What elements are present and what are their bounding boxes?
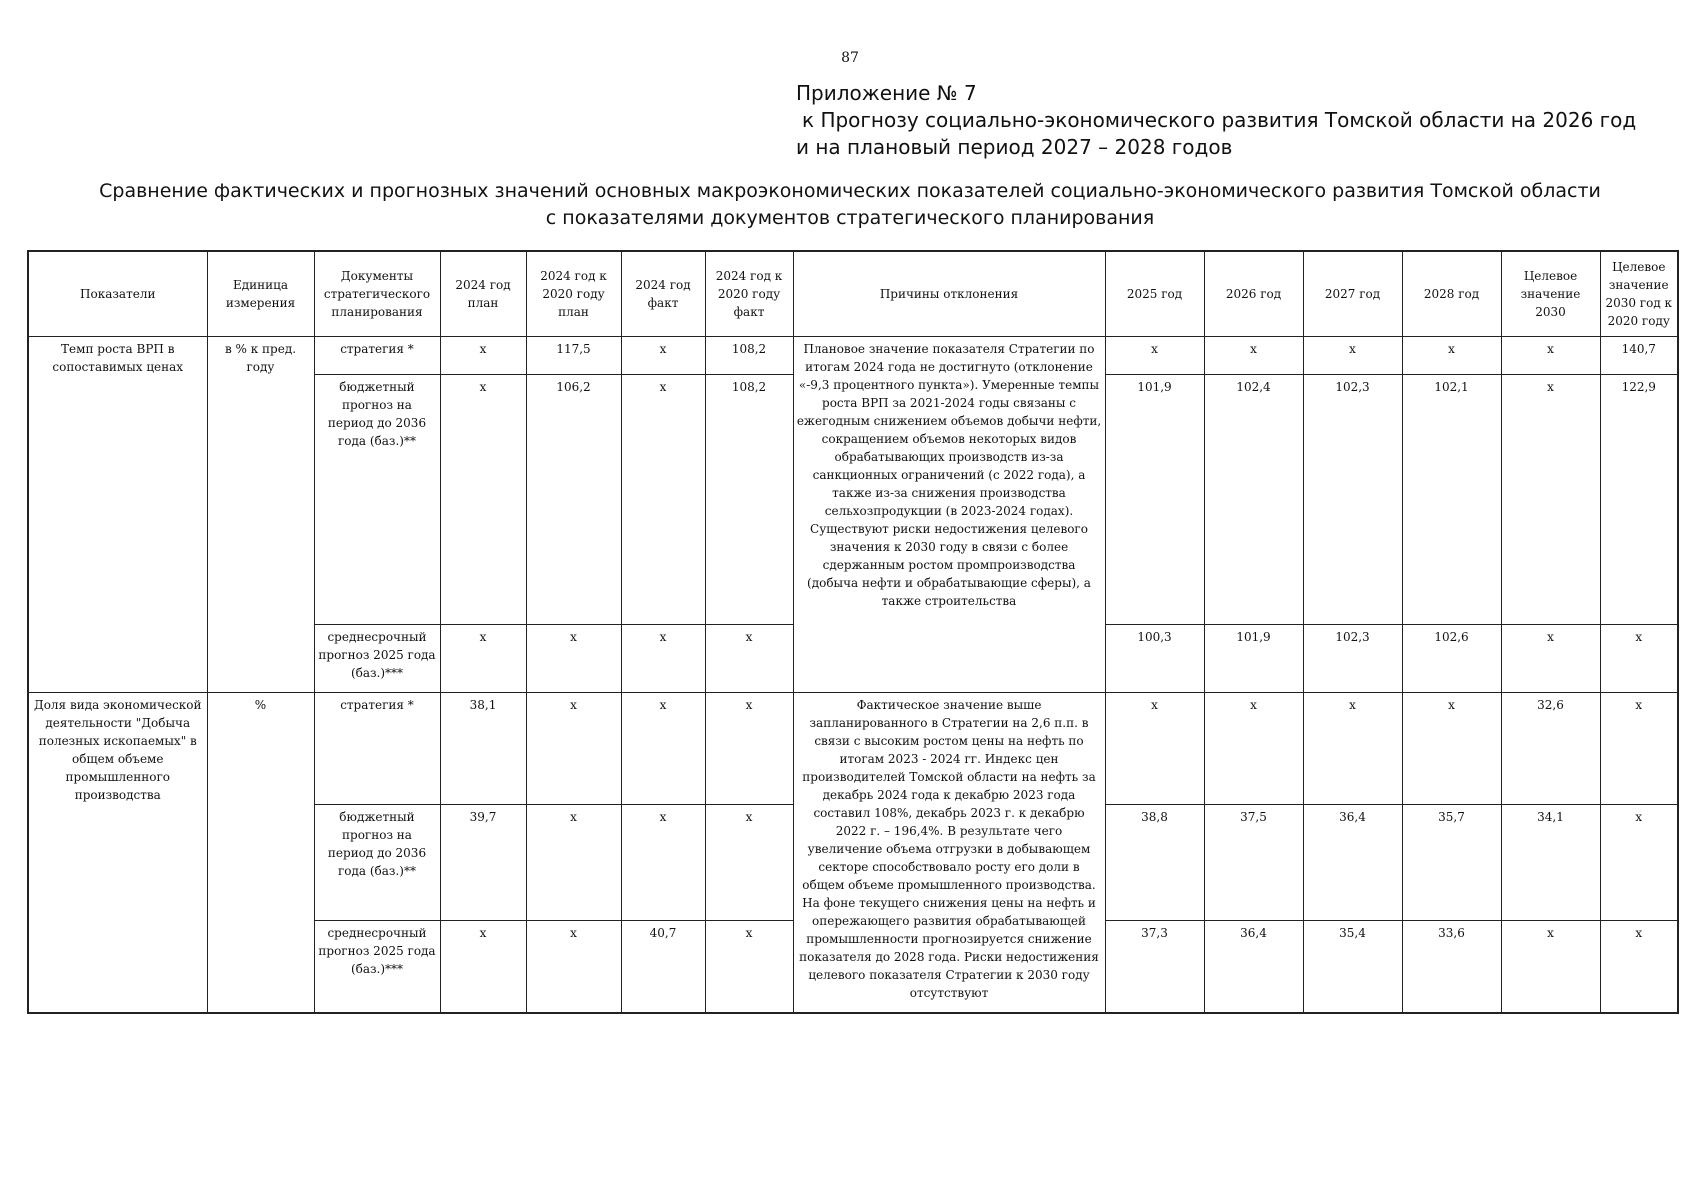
value-cell: х <box>1600 805 1678 921</box>
appendix-header <box>796 80 1637 161</box>
value-cell: 108,2 <box>705 375 793 625</box>
value-cell: х <box>621 805 705 921</box>
header-2026: 2026 год <box>1204 251 1303 337</box>
value-cell: х <box>526 625 621 693</box>
document-title <box>80 178 1620 232</box>
value-cell: х <box>1501 921 1600 1013</box>
document-cell: стратегия * <box>314 337 440 375</box>
value-cell: 101,9 <box>1204 625 1303 693</box>
value-cell: х <box>440 625 526 693</box>
value-cell: 35,4 <box>1303 921 1402 1013</box>
value-cell: 32,6 <box>1501 693 1600 805</box>
unit-cell: в % к пред. году <box>207 337 314 693</box>
header-fact-2024-vs-2020: 2024 год к 2020 году факт <box>705 251 793 337</box>
value-cell: х <box>1501 375 1600 625</box>
value-cell: х <box>621 693 705 805</box>
value-cell: х <box>1105 693 1204 805</box>
indicator-cell: Доля вида экономической деятельности "Добыча полезных ископаемых" в общем объеме промышленного производства <box>28 693 207 1013</box>
reason-cell: Плановое значение показателя Стратегии по итогам 2024 года не достигнуто (отклонение «-9,3 процентного пункта»). Умеренные темпы роста ВРП за 2021-2024 годы связаны с ежегодным снижением объемов добычи нефти, сокращением объемов некоторых видов обрабатывающих производств из-за санкционных ограничений (с 2022 года), а также из-за снижения производства сельхозпродукции (в 2023-2024 годах). Существуют риски недостижения целевого значения к 2030 году в связи с более сдержанным ростом промпроизводства (добыча нефти и обрабатывающие сферы), а также строительства <box>793 337 1105 693</box>
value-cell: 37,5 <box>1204 805 1303 921</box>
header-target-2030: Целевое значение 2030 <box>1501 251 1600 337</box>
document-cell: бюджетный прогноз на период до 2036 года (баз.)** <box>314 375 440 625</box>
value-cell: х <box>621 337 705 375</box>
value-cell: х <box>1600 921 1678 1013</box>
unit-cell: % <box>207 693 314 1013</box>
header-2027: 2027 год <box>1303 251 1402 337</box>
value-cell: 40,7 <box>621 921 705 1013</box>
header-plan-2024-vs-2020: 2024 год к 2020 году план <box>526 251 621 337</box>
value-cell: х <box>621 625 705 693</box>
value-cell: 102,3 <box>1303 375 1402 625</box>
value-cell: 36,4 <box>1303 805 1402 921</box>
value-cell: х <box>1402 337 1501 375</box>
document-cell: стратегия * <box>314 693 440 805</box>
value-cell: 102,4 <box>1204 375 1303 625</box>
value-cell: х <box>1303 337 1402 375</box>
reason-cell: Фактическое значение выше запланированного в Стратегии на 2,6 п.п. в связи с высоким ростом цены на нефть по итогам 2023 - 2024 гг. Индекс цен производителей Томской области на нефть за декабрь 2024 года к декабрю 2023 года составил 108%, декабрь 2023 г. к декабрю 2022 г. – 196,4%. В результате чего увеличение объема отгрузки в добывающем секторе способствовало росту его доли в общем объеме промышленного производства. На фоне текущего снижения цены на нефть и опережающего развития обрабатывающей промышленности прогнозируется снижение показателя до 2028 года. Риски недостижения целевого показателя Стратегии к 2030 году отсутствуют <box>793 693 1105 1013</box>
value-cell: х <box>1501 337 1600 375</box>
value-cell: 38,8 <box>1105 805 1204 921</box>
title-line-1: Сравнение фактических и прогнозных значений основных макроэкономических показателей социально-экономического развития Томской области <box>99 180 1601 202</box>
header-target-2030-vs-2020: Целевое значение 2030 год к 2020 году <box>1600 251 1678 337</box>
table-row <box>28 337 1678 375</box>
appendix-period: и на плановый период 2027 – 2028 годов <box>796 135 1233 159</box>
appendix-number: Приложение № 7 <box>796 81 977 105</box>
title-line-2: с показателями документов стратегического планирования <box>545 207 1155 229</box>
value-cell: х <box>705 625 793 693</box>
document-cell: бюджетный прогноз на период до 2036 года (баз.)** <box>314 805 440 921</box>
value-cell: 122,9 <box>1600 375 1678 625</box>
value-cell: 108,2 <box>705 337 793 375</box>
value-cell: 39,7 <box>440 805 526 921</box>
appendix-reference: к Прогнозу социально-экономического развития Томской области на 2026 год <box>802 108 1637 132</box>
value-cell: х <box>1105 337 1204 375</box>
header-indicator: Показатели <box>28 251 207 337</box>
header-reasons: Причины отклонения <box>793 251 1105 337</box>
value-cell: 36,4 <box>1204 921 1303 1013</box>
value-cell: 117,5 <box>526 337 621 375</box>
value-cell: х <box>440 921 526 1013</box>
header-fact-2024: 2024 год факт <box>621 251 705 337</box>
value-cell: 33,6 <box>1402 921 1501 1013</box>
value-cell: х <box>1204 693 1303 805</box>
value-cell: 102,6 <box>1402 625 1501 693</box>
value-cell: 34,1 <box>1501 805 1600 921</box>
value-cell: х <box>1402 693 1501 805</box>
document-cell: среднесрочный прогноз 2025 года (баз.)*** <box>314 625 440 693</box>
value-cell: 140,7 <box>1600 337 1678 375</box>
value-cell: х <box>1600 693 1678 805</box>
comparison-table <box>27 250 1679 1014</box>
value-cell: х <box>526 805 621 921</box>
value-cell: 102,1 <box>1402 375 1501 625</box>
value-cell: х <box>705 805 793 921</box>
value-cell: х <box>526 693 621 805</box>
value-cell: х <box>621 375 705 625</box>
value-cell: х <box>1204 337 1303 375</box>
header-document: Документы стратегического планирования <box>314 251 440 337</box>
value-cell: 102,3 <box>1303 625 1402 693</box>
header-2025: 2025 год <box>1105 251 1204 337</box>
table-header-row <box>28 251 1678 337</box>
value-cell: х <box>526 921 621 1013</box>
value-cell: 38,1 <box>440 693 526 805</box>
header-plan-2024: 2024 год план <box>440 251 526 337</box>
value-cell: х <box>440 337 526 375</box>
value-cell: х <box>705 693 793 805</box>
value-cell: х <box>1600 625 1678 693</box>
value-cell: 37,3 <box>1105 921 1204 1013</box>
header-2028: 2028 год <box>1402 251 1501 337</box>
value-cell: х <box>705 921 793 1013</box>
table-row <box>28 693 1678 805</box>
header-unit: Единица измерения <box>207 251 314 337</box>
value-cell: х <box>1501 625 1600 693</box>
value-cell: х <box>1303 693 1402 805</box>
value-cell: 100,3 <box>1105 625 1204 693</box>
value-cell: 101,9 <box>1105 375 1204 625</box>
value-cell: 35,7 <box>1402 805 1501 921</box>
indicator-cell: Темп роста ВРП в сопоставимых ценах <box>28 337 207 693</box>
value-cell: х <box>440 375 526 625</box>
page-number: 87 <box>841 50 859 66</box>
value-cell: 106,2 <box>526 375 621 625</box>
document-cell: среднесрочный прогноз 2025 года (баз.)*** <box>314 921 440 1013</box>
